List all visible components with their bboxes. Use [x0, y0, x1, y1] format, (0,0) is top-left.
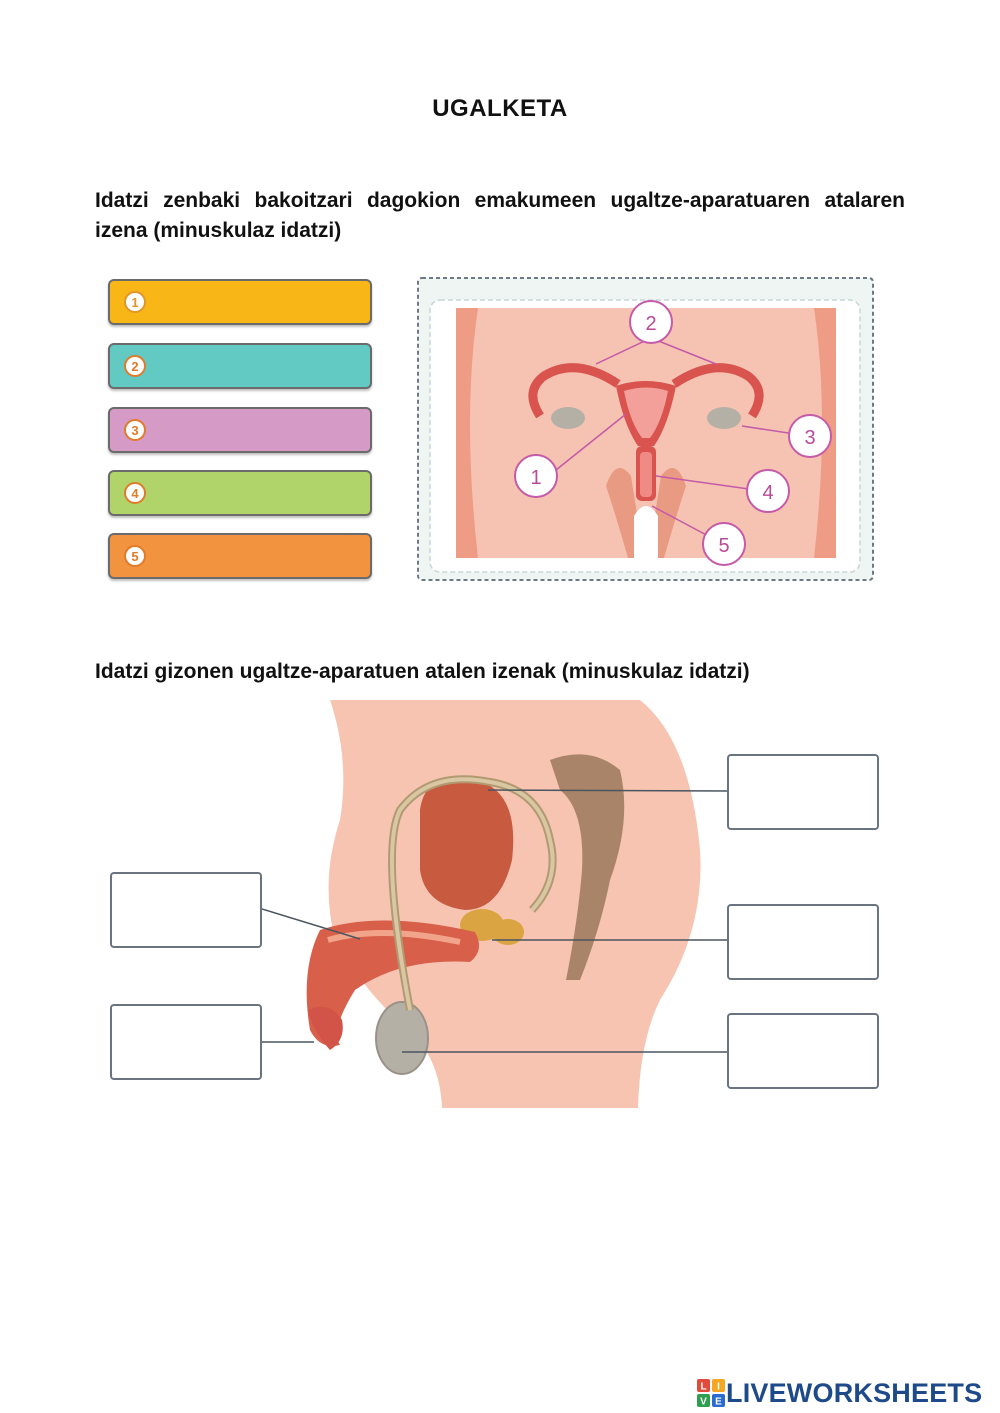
svg-text:L: L — [700, 1381, 707, 1393]
male-answer-input[interactable] — [735, 926, 875, 958]
answer-input-2[interactable] — [158, 353, 362, 381]
label-box-left-bottom — [110, 1004, 262, 1080]
number-badge: 5 — [124, 545, 146, 567]
number-badge: 3 — [124, 419, 146, 441]
svg-text:5: 5 — [718, 535, 730, 557]
label-circle-4 — [747, 470, 789, 512]
answer-box-1 — [108, 279, 372, 325]
answer-box-5 — [108, 533, 372, 579]
answer-box-2 — [108, 343, 372, 389]
answer-box-3 — [108, 407, 372, 453]
answer-input-3[interactable] — [158, 417, 362, 445]
liveworksheets-brand: LIVEWORKSHEETS — [726, 1377, 983, 1408]
svg-text:4: 4 — [762, 482, 774, 504]
label-circle-2 — [630, 301, 672, 343]
liveworksheets-logo-icon — [696, 1378, 726, 1408]
label-box-left-top — [110, 872, 262, 948]
label-box-right-top — [727, 754, 879, 830]
female-reproductive-diagram — [416, 276, 876, 584]
number-badge: 4 — [124, 482, 146, 504]
page-title: UGALKETA — [432, 95, 568, 122]
answer-input-5[interactable] — [158, 543, 362, 571]
answer-input-1[interactable] — [158, 289, 362, 317]
answer-input-4[interactable] — [158, 480, 362, 508]
liveworksheets-logo — [696, 1378, 982, 1408]
number-badge: 2 — [124, 355, 146, 377]
svg-text:V: V — [700, 1396, 707, 1408]
label-circle-3 — [789, 415, 831, 457]
label-box-right-bottom — [727, 1013, 879, 1089]
label-circle-1 — [515, 455, 557, 497]
number-badge: 1 — [124, 291, 146, 313]
svg-text:3: 3 — [804, 427, 816, 449]
female-instruction: Idatzi zenbaki bakoitzari dagokion emakumeen ugaltze-aparatuaren atalaren izena (minuskulaz idatzi) — [95, 189, 905, 242]
svg-text:1: 1 — [530, 467, 542, 489]
male-answer-input[interactable] — [735, 776, 875, 808]
svg-text:I: I — [717, 1381, 720, 1393]
label-box-right-middle — [727, 904, 879, 980]
label-circle-5 — [703, 523, 745, 565]
male-answer-input[interactable] — [118, 894, 258, 926]
male-instruction: Idatzi gizonen ugaltze-aparatuen atalen izenak (minuskulaz idatzi) — [95, 660, 750, 683]
male-answer-input[interactable] — [118, 1026, 258, 1058]
left-pointer-lines — [262, 905, 362, 1045]
answer-box-4 — [108, 470, 372, 516]
male-answer-input[interactable] — [735, 1035, 875, 1067]
svg-text:2: 2 — [645, 313, 657, 335]
svg-text:E: E — [715, 1396, 722, 1408]
